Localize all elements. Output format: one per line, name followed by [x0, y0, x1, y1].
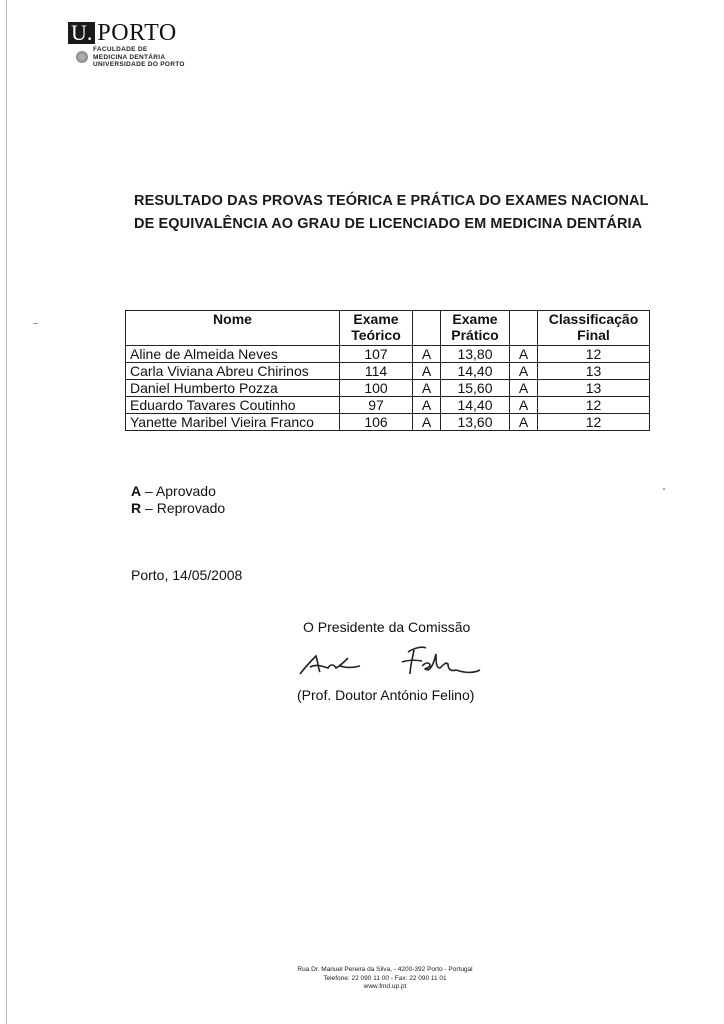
legend [131, 483, 225, 517]
cell-teorico: 114 [340, 363, 413, 380]
faculty-line: FACULDADE DE [93, 46, 148, 53]
logo-mark [68, 22, 185, 44]
logo-porto: PORTO [97, 20, 177, 46]
header-blank [510, 311, 538, 346]
header-exame-teorico: Exame Teórico [340, 311, 413, 346]
signatory-role: O Presidente da Comissão [303, 619, 471, 635]
results-table [125, 310, 650, 431]
cell-result-teorico: A [413, 397, 441, 414]
document-date: Porto, 14/05/2008 [131, 567, 243, 583]
cell-pratico: 14,40 [441, 363, 510, 380]
cell-teorico: 97 [340, 397, 413, 414]
footer-website: www.fmd.up.pt [363, 983, 407, 990]
cell-nome: Carla Viviana Abreu Chirinos [126, 363, 340, 380]
cell-teorico: 100 [340, 380, 413, 397]
signatory-name: (Prof. Doutor António Felino) [297, 687, 475, 703]
cell-nome: Aline de Almeida Neves [126, 346, 340, 363]
cell-final: 12 [538, 414, 650, 431]
table-row [126, 380, 650, 397]
cell-result-teorico: A [413, 414, 441, 431]
page-footer [240, 966, 530, 992]
faculty-emblem-icon [76, 51, 88, 63]
legend-item-reprovado: R – Reprovado [131, 500, 226, 516]
cell-teorico: 106 [340, 414, 413, 431]
title-line-2: DE EQUIVALÊNCIA AO GRAU DE LICENCIADO EM MEDICINA DENTÁRIA [134, 216, 643, 232]
cell-nome: Yanette Maribel Vieira Franco [126, 414, 340, 431]
cell-result-teorico: A [413, 380, 441, 397]
cell-result-pratico: A [510, 363, 538, 380]
table-row [126, 397, 650, 414]
table-header-row [126, 311, 650, 346]
cell-result-teorico: A [413, 363, 441, 380]
title-line-1: RESULTADO DAS PROVAS TEÓRICA E PRÁTICA DO EXAMES NACIONAL [134, 193, 649, 209]
faculty-block [68, 46, 185, 69]
cell-final: 13 [538, 380, 650, 397]
cell-final: 12 [538, 346, 650, 363]
cell-pratico: 14,40 [441, 397, 510, 414]
table-row [126, 414, 650, 431]
cell-result-teorico: A [413, 346, 441, 363]
cell-pratico: 13,80 [441, 346, 510, 363]
footer-address: Rua Dr. Manuel Pereira da Silva, - 4200-392 Porto - Portugal [297, 966, 473, 973]
faculty-line: MEDICINA DENTÁRIA [93, 53, 166, 61]
cell-nome: Daniel Humberto Pozza [126, 380, 340, 397]
scan-edge-line [6, 0, 7, 1024]
cell-pratico: 13,60 [441, 414, 510, 431]
header-classificacao-final: Classificação Final [538, 311, 650, 346]
logo-u: U. [68, 22, 95, 44]
cell-final: 12 [538, 397, 650, 414]
university-logo [68, 22, 185, 69]
handwritten-signature-icon [296, 640, 496, 687]
cell-pratico: 15,60 [441, 380, 510, 397]
header-nome: Nome [126, 311, 340, 346]
cell-result-pratico: A [510, 397, 538, 414]
header-blank [413, 311, 441, 346]
footer-phone: Telefone: 22 090 11 00 - Fax: 22 090 11 01 [323, 974, 447, 982]
document-title [134, 190, 664, 236]
cell-result-pratico: A [510, 414, 538, 431]
scan-mark [663, 488, 665, 490]
cell-final: 13 [538, 363, 650, 380]
cell-nome: Eduardo Tavares Coutinho [126, 397, 340, 414]
table-row [126, 363, 650, 380]
scan-mark [33, 323, 38, 324]
cell-result-pratico: A [510, 346, 538, 363]
faculty-name [93, 46, 185, 69]
header-exame-pratico: Exame Prático [441, 311, 510, 346]
cell-result-pratico: A [510, 380, 538, 397]
table-row [126, 346, 650, 363]
legend-item-aprovado: A – Aprovado [131, 483, 216, 499]
cell-teorico: 107 [340, 346, 413, 363]
faculty-line: UNIVERSIDADE DO PORTO [93, 61, 185, 68]
